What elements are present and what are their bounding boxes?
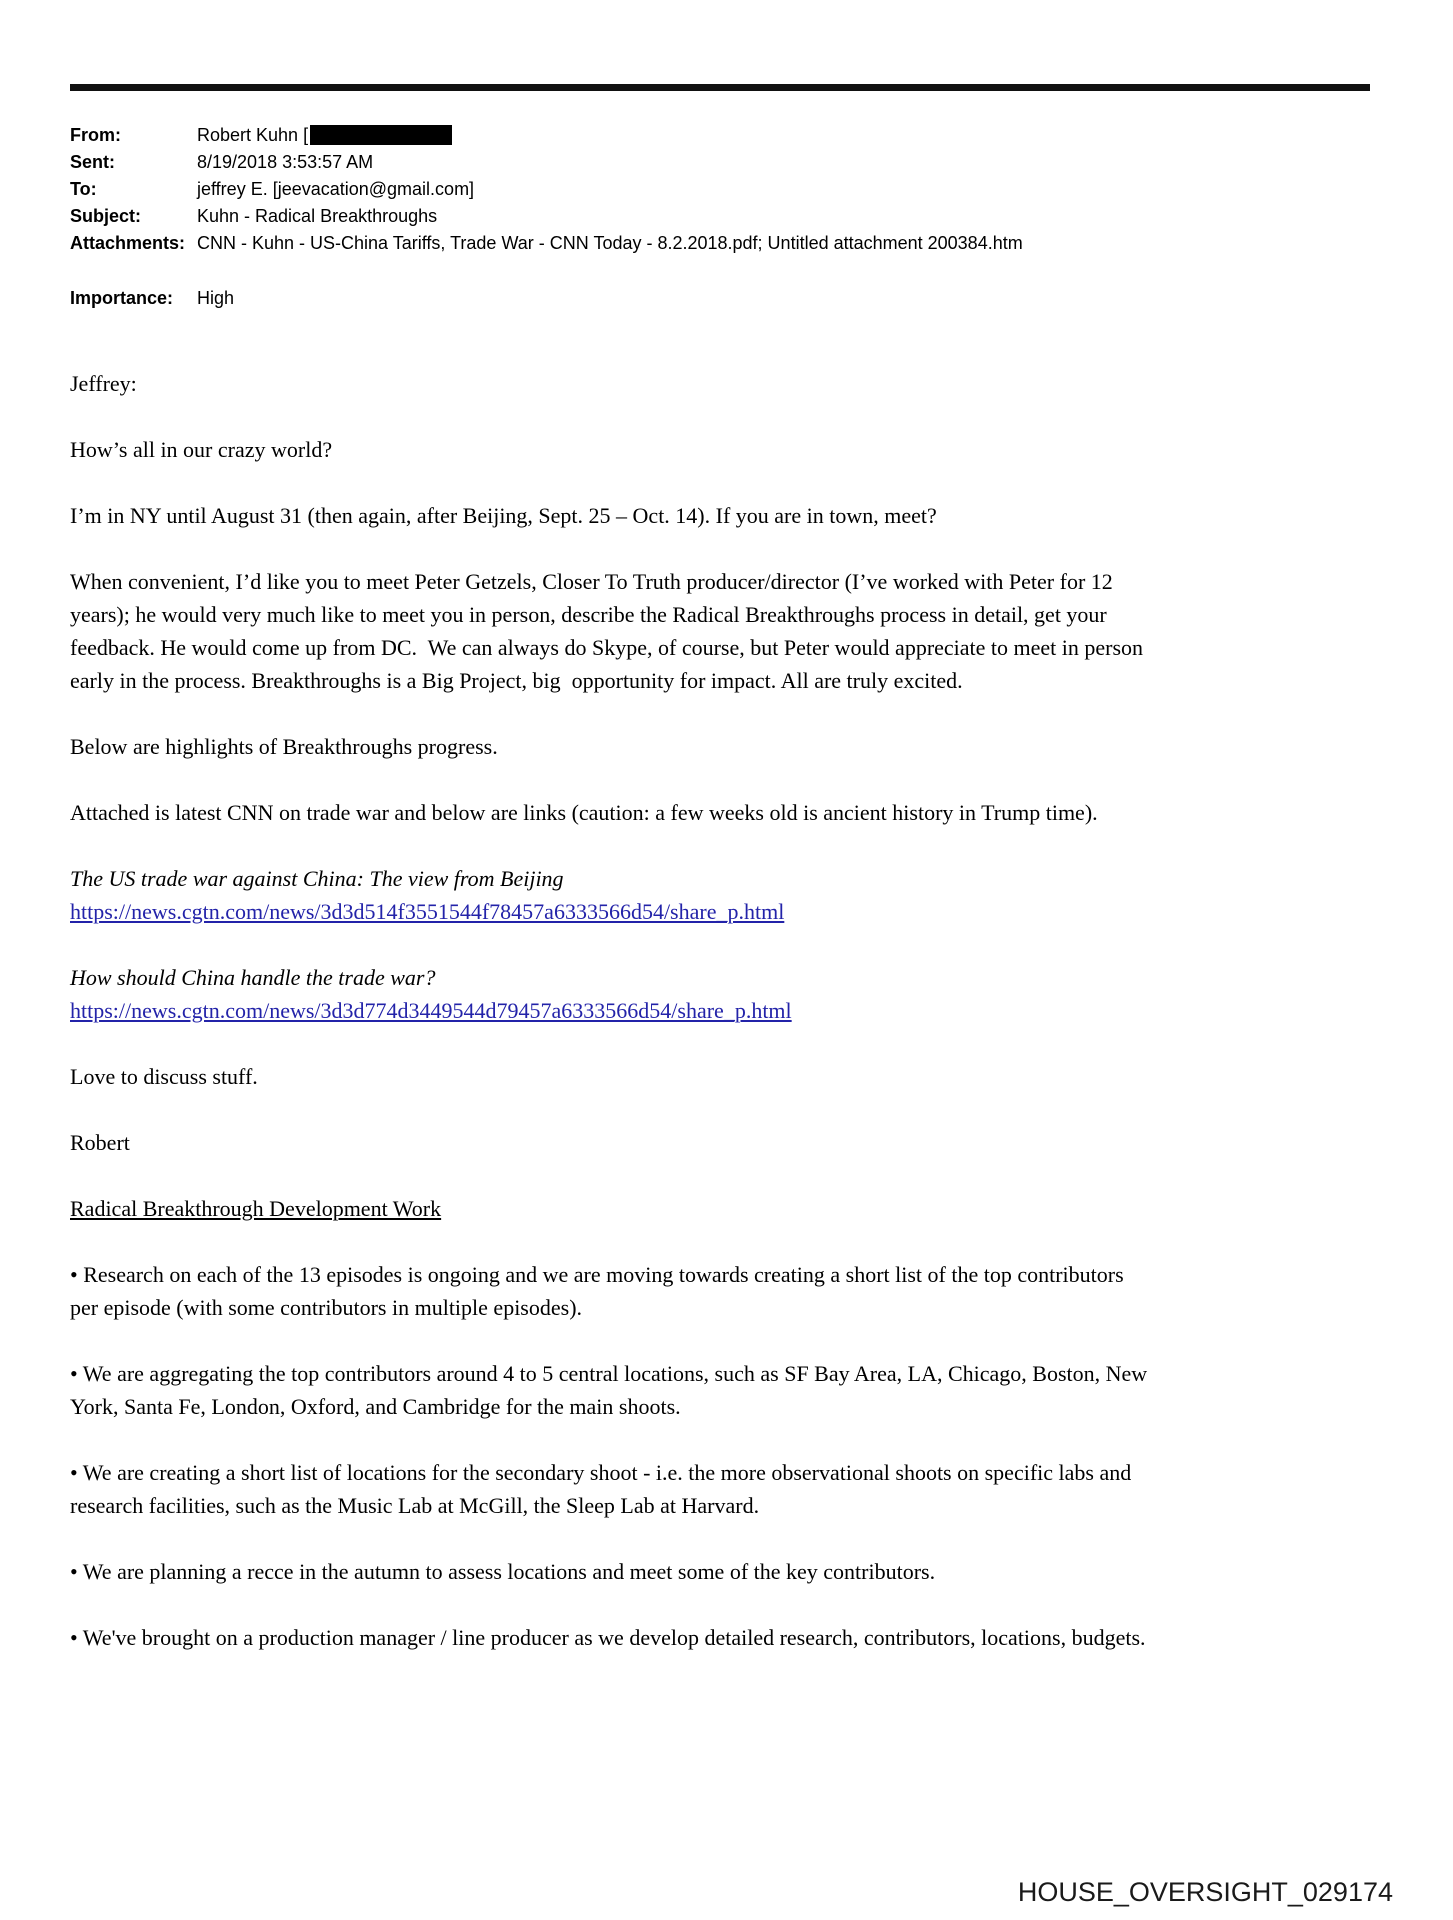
email-content [70,122,1150,1654]
from-value [197,122,1150,149]
link-group-2 [70,961,1150,1027]
redaction-bar [310,125,452,145]
to-label: To: [70,179,97,199]
bullet-item-research: • Research on each of the 13 episodes is ongoing and we are moving towards creating a short list of the top contributors per episode (with some contributors in multiple episodes). [70,1262,1130,1320]
signature: Robert [70,1130,130,1155]
salutation: Jeffrey: [70,371,137,396]
paragraph-attached-cnn: Attached is latest CNN on trade war and below are links (caution: a few weeks old is ancient history in Trump time). [70,800,1098,825]
bullet-item-recce: • We are planning a recce in the autumn to assess locations and meet some of the key contributors. [70,1559,936,1584]
attachments-value: CNN - Kuhn - US-China Tariffs, Trade War - CNN Today - 8.2.2018.pdf; Untitled attachment 200384.htm [197,233,1023,253]
header-row-to [70,176,1150,203]
header-row-sent [70,149,1150,176]
bullet-list [70,1258,1150,1654]
article-link-2-wrap [70,994,1150,1027]
article-title-1: The US trade war against China: The view from Beijing [70,866,564,891]
header-row-importance [70,285,1150,312]
paragraph-highlights: Below are highlights of Breakthroughs progress. [70,734,498,759]
email-header-block [70,122,1150,312]
attachments-label: Attachments: [70,233,186,253]
article-link-2[interactable]: https://news.cgtn.com/news/3d3d774d3449544d79457a6333566d54/share_p.html [70,998,792,1023]
bullet-item-locations: • We are aggregating the top contributors around 4 to 5 central locations, such as SF Bay Area, LA, Chicago, Boston, New York, Santa Fe, London, Oxford, and Cambridge for the main shoots. [70,1361,1152,1419]
bullet-item-production-manager: • We've brought on a production manager / line producer as we develop detailed research, contributors, locations, budgets. [70,1625,1146,1650]
paragraph-ny-schedule: I’m in NY until August 31 (then again, after Beijing, Sept. 25 – Oct. 14). If you are in town, meet? [70,503,937,528]
subject-value: Kuhn - Radical Breakthroughs [197,206,438,226]
bullet-item-secondary-shoot: • We are creating a short list of locations for the secondary shoot - i.e. the more observational shoots on specific labs and research facilities, such as the Music Lab at McGill, the Sleep Lab at Harvard. [70,1460,1137,1518]
from-label: From: [70,125,121,145]
to-value: jeffrey E. [jeevacation@gmail.com] [197,179,475,199]
paragraph-crazy-world: How’s all in our crazy world? [70,437,333,462]
paragraph-meet-peter: When convenient, I’d like you to meet Peter Getzels, Closer To Truth producer/director (I’ve worked with Peter for 12 years); he would very much like to meet you in person, describe the Radical Breakthroughs process in detail, get your feedback. He would come up from DC. We can always do Skype, of course, but Peter would appreciate to meet in person early in the process. Breakthroughs is a Big Project, big opportunity for impact. All are truly excited. [70,569,1149,693]
header-divider [70,84,1370,91]
email-body [70,367,1150,1654]
article-link-1-wrap [70,895,1150,928]
from-value-text: Robert Kuhn [ [197,125,309,145]
header-row-subject [70,203,1150,230]
paragraph-closing: Love to discuss stuff. [70,1064,258,1089]
importance-value: High [197,288,235,308]
article-title-2: How should China handle the trade war? [70,965,436,990]
sent-value: 8/19/2018 3:53:57 AM [197,152,374,172]
sent-label: Sent: [70,152,115,172]
article-link-1[interactable]: https://news.cgtn.com/news/3d3d514f3551544f78457a6333566d54/share_p.html [70,899,785,924]
header-row-from [70,122,1150,149]
importance-label: Importance: [70,288,174,308]
section-heading: Radical Breakthrough Development Work [70,1196,442,1221]
link-group-1 [70,862,1150,928]
subject-label: Subject: [70,206,142,226]
header-row-attachments [70,230,1150,257]
bates-number: HOUSE_OVERSIGHT_029174 [1017,1877,1393,1907]
